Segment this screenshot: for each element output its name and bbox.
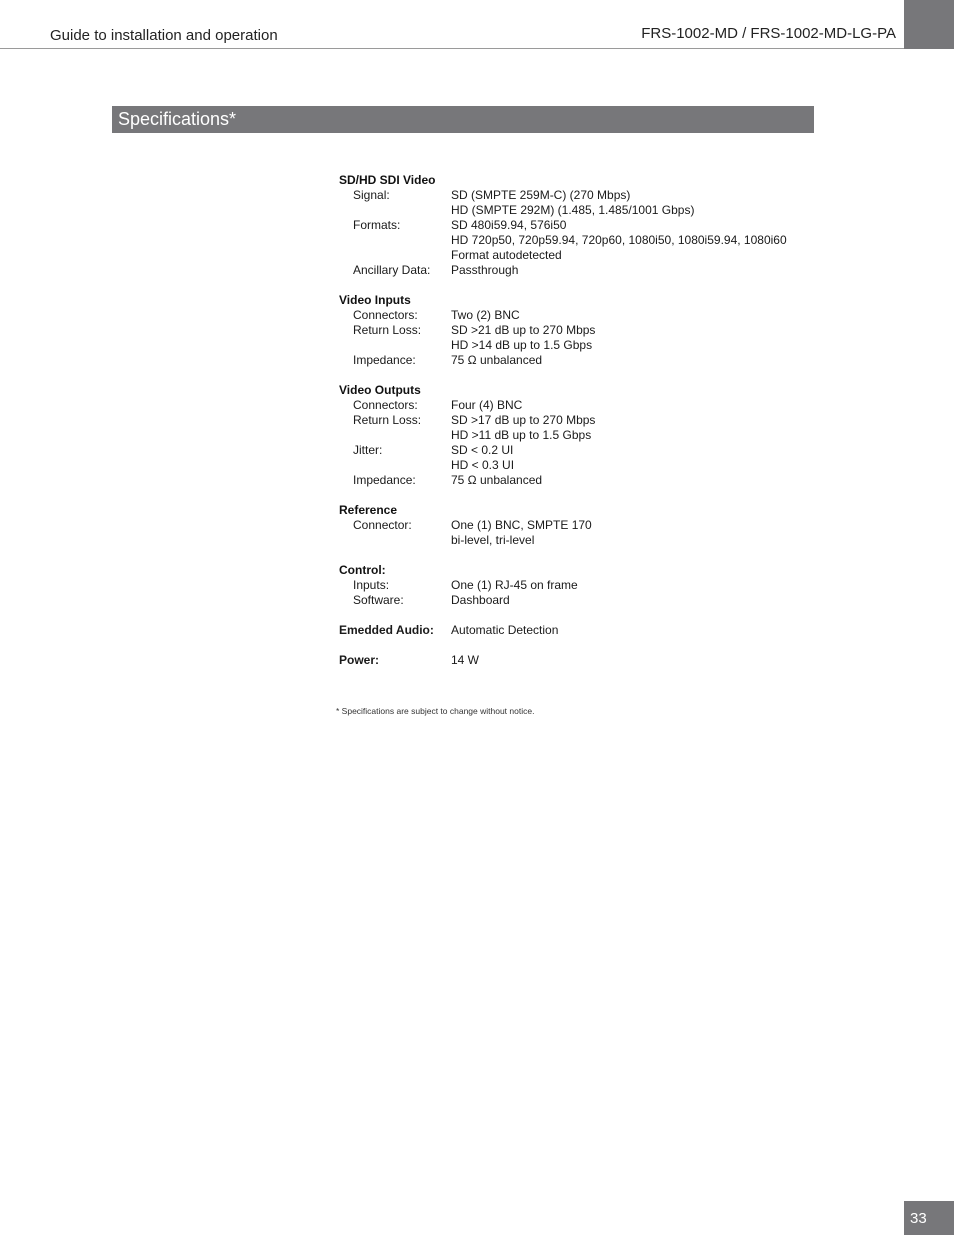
spec-value: SD >17 dB up to 270 Mbps xyxy=(451,413,596,427)
spec-values xyxy=(451,353,819,368)
spec-group-power xyxy=(339,653,819,668)
spec-row-ancillary xyxy=(339,263,819,278)
spec-value: SD (SMPTE 259M-C) (270 Mbps) xyxy=(451,188,631,202)
spec-group-reference xyxy=(339,503,819,548)
spec-label: Return Loss: xyxy=(353,413,422,427)
spec-value: SD >21 dB up to 270 Mbps xyxy=(451,323,596,337)
spec-value: HD >14 dB up to 1.5 Gbps xyxy=(451,338,593,352)
spec-value: 75 Ω unbalanced xyxy=(451,473,543,487)
footnote: * Specifications are subject to change without notice. xyxy=(336,706,535,716)
spec-row-jitter xyxy=(339,443,819,473)
spec-value: Passthrough xyxy=(451,263,519,277)
spec-value: Two (2) BNC xyxy=(451,308,520,322)
spec-inline-title: Power: xyxy=(339,653,380,667)
spec-group-embedded-audio xyxy=(339,623,819,638)
spec-values xyxy=(451,443,819,473)
spec-row-impedance xyxy=(339,353,819,368)
spec-values xyxy=(451,188,819,218)
spec-label: Formats: xyxy=(353,218,401,232)
spec-values xyxy=(451,398,819,413)
header-left-text: Guide to installation and operation xyxy=(50,27,278,44)
spec-row-power xyxy=(339,653,819,668)
spec-label: Ancillary Data: xyxy=(353,263,431,277)
spec-group-video-outputs xyxy=(339,383,819,488)
spec-label: Software: xyxy=(353,593,404,607)
spec-value: One (1) BNC, SMPTE 170 xyxy=(451,518,592,532)
spec-values xyxy=(451,473,819,488)
spec-group-control xyxy=(339,563,819,608)
header-corner-block xyxy=(904,0,954,49)
spec-value: Four (4) BNC xyxy=(451,398,523,412)
spec-group-title: Video Inputs xyxy=(339,293,411,307)
spec-row-impedance xyxy=(339,473,819,488)
spec-values xyxy=(451,263,819,278)
spec-value: Automatic Detection xyxy=(451,623,559,637)
spec-label: Connectors: xyxy=(353,398,418,412)
spec-values xyxy=(451,518,819,548)
spec-label: Impedance: xyxy=(353,353,416,367)
spec-label: Connector: xyxy=(353,518,412,532)
spec-group-title: Reference xyxy=(339,503,398,517)
section-bar xyxy=(112,106,814,133)
spec-label: Connectors: xyxy=(353,308,418,322)
spec-row-connectors xyxy=(339,398,819,413)
spec-value: 75 Ω unbalanced xyxy=(451,353,543,367)
spec-value: HD 720p50, 720p59.94, 720p60, 1080i50, 1080i59.94, 1080i60 xyxy=(451,233,787,247)
section-title: Specifications* xyxy=(118,109,237,129)
spec-values xyxy=(451,323,819,353)
header-right-text: FRS-1002-MD / FRS-1002-MD-LG-PA xyxy=(641,25,896,42)
spec-value: HD < 0.3 UI xyxy=(451,458,515,472)
spec-label: Return Loss: xyxy=(353,323,422,337)
spec-group-sd-hd xyxy=(339,173,819,278)
spec-value: HD (SMPTE 292M) (1.485, 1.485/1001 Gbps) xyxy=(451,203,695,217)
spec-label: Jitter: xyxy=(353,443,383,457)
spec-values xyxy=(451,413,819,443)
spec-group-video-inputs xyxy=(339,293,819,368)
spec-label: Inputs: xyxy=(353,578,390,592)
page-number: 33 xyxy=(910,1210,927,1227)
spec-value: One (1) RJ-45 on frame xyxy=(451,578,578,592)
spec-values xyxy=(451,308,819,323)
spec-value: 14 W xyxy=(451,653,480,667)
spec-group-title: Control: xyxy=(339,563,386,577)
spec-label: Signal: xyxy=(353,188,390,202)
spec-value: SD < 0.2 UI xyxy=(451,443,514,457)
header-rule xyxy=(0,48,904,49)
spec-label: Impedance: xyxy=(353,473,416,487)
specs-table xyxy=(339,173,819,683)
spec-row-signal xyxy=(339,188,819,218)
spec-value: SD 480i59.94, 576i50 xyxy=(451,218,567,232)
spec-values xyxy=(451,218,819,263)
spec-inline-title: Emedded Audio: xyxy=(339,623,434,637)
spec-row-embedded-audio xyxy=(339,623,819,638)
page-number-box xyxy=(904,1201,954,1235)
spec-row-formats xyxy=(339,218,819,263)
spec-row-return-loss xyxy=(339,413,819,443)
spec-row-return-loss xyxy=(339,323,819,353)
spec-row-software xyxy=(339,593,819,608)
spec-row-connectors xyxy=(339,308,819,323)
spec-row-connector xyxy=(339,518,819,548)
spec-value: Dashboard xyxy=(451,593,510,607)
spec-value: Format autodetected xyxy=(451,248,562,262)
spec-values xyxy=(451,593,819,608)
spec-value: bi-level, tri-level xyxy=(451,533,535,547)
spec-row-inputs xyxy=(339,578,819,593)
spec-value: HD >11 dB up to 1.5 Gbps xyxy=(451,428,592,442)
spec-group-title: Video Outputs xyxy=(339,383,421,397)
spec-values xyxy=(451,578,819,593)
spec-group-title: SD/HD SDI Video xyxy=(339,173,436,187)
